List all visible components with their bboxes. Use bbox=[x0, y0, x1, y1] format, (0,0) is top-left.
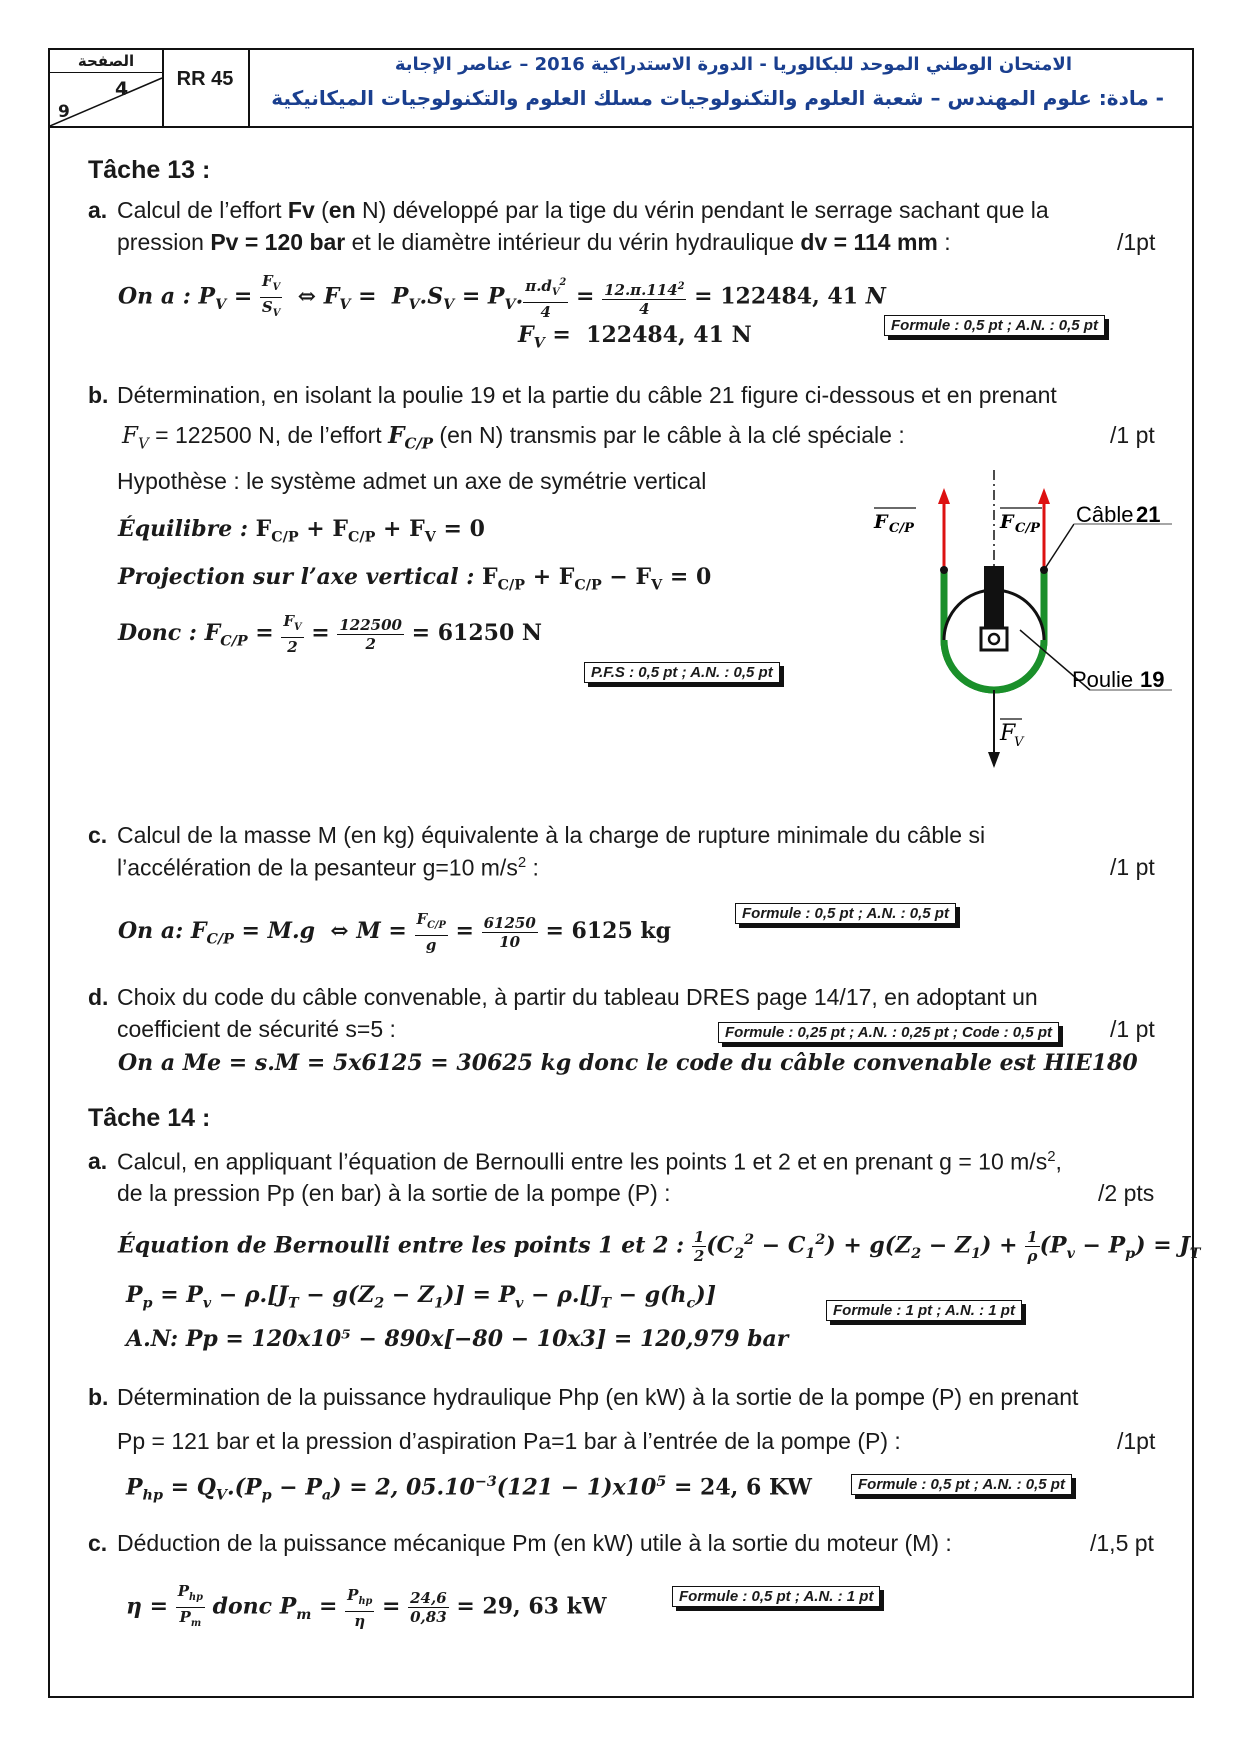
task14b-line2: Pp = 121 bar et la pression d’aspiration Pa=1 bar à l’entrée de la pompe (P) : bbox=[117, 1428, 901, 1454]
exam-code: RR 45 bbox=[176, 68, 234, 90]
arrow-left-head bbox=[938, 488, 950, 504]
fig-fcp-right-label: F bbox=[1000, 511, 1014, 533]
task14b-grading-box: Formule : 0,5 pt ; A.N. : 0,5 pt bbox=[851, 1474, 1072, 1495]
task13a-result: $F_V = 122484$, 41 N bbox=[518, 322, 752, 352]
task13c-line1: Calcul de la masse M (en kg) équivalente à la charge de rupture minimale du câble si bbox=[117, 822, 986, 848]
task14-title: Tâche 14 : bbox=[88, 1104, 211, 1132]
fig-poulie-label: Poulie bbox=[1072, 667, 1134, 692]
page-number-box bbox=[50, 50, 164, 126]
page-total: 9 bbox=[58, 102, 70, 122]
task13c-grading-box: Formule : 0,5 pt ; A.N. : 0,5 pt bbox=[735, 903, 956, 924]
fig-fcp-left-label: F bbox=[874, 511, 888, 533]
task13d-line2: coefficient de sécurité s=5 : bbox=[117, 1016, 396, 1042]
svg-text:C/P: C/P bbox=[889, 521, 914, 536]
task13d-grading-box: Formule : 0,25 pt ; A.N. : 0,25 pt ; Code : 0,5 pt bbox=[718, 1022, 1059, 1043]
fv-arrow-head bbox=[988, 752, 1000, 768]
task14c-grading-box: Formule : 0,5 pt ; A.N. : 1 pt bbox=[672, 1586, 880, 1607]
exam-title bbox=[250, 50, 1192, 126]
task14c-line1: Déduction de la puissance mécanique Pm (en kW) utile à la sortie du moteur (M) : bbox=[117, 1530, 952, 1556]
exam-code-box bbox=[162, 50, 250, 126]
task13d-line1: Choix du code du câble convenable, à partir du tableau DRES page 14/17, en adoptant un bbox=[117, 984, 1038, 1010]
task13b-equilibrium: Équilibre : $F_{C/P} + F_{C/P} + F_V = 0$ bbox=[118, 516, 485, 546]
task14b-points: /1pt bbox=[1117, 1428, 1156, 1454]
cable-joint-left bbox=[940, 566, 948, 574]
task14a-line2: de la pression Pp (en bar) à la sortie de la pompe (P) : bbox=[117, 1180, 671, 1206]
task13b-label: b. bbox=[88, 382, 109, 408]
task14c-formula: η = $\frac{P_{hp}}{P_m}$ donc $P_m$ = $\frac{P_{hp}}{\eta}$ = $\frac{24,6}{0,83}$ = 29, 63 kW bbox=[126, 1582, 607, 1630]
task14b-label: b. bbox=[88, 1384, 109, 1410]
task14c-points: /1,5 pt bbox=[1090, 1530, 1154, 1556]
task13a-formula: On a : $P_V$ = $\frac{F_V}{S_V}$ ⇔ $F_V = P_V.S_V = P_V$. $\frac{\pi.d_V^2}{4}$ = $\frac{12.\pi.114^2}{4}$ = 122484, 41 N bbox=[118, 272, 886, 321]
exam-title-line2: - مادة: علوم المهندس – شعبة العلوم والتكنولوجيات مسلك العلوم والتكنولوجيات الميكانيكية bbox=[271, 86, 1164, 110]
fig-fv-label: F bbox=[1000, 721, 1016, 746]
svg-text:C/P: C/P bbox=[1015, 521, 1040, 536]
task13b-grading-box: P.F.S : 0,5 pt ; A.N. : 0,5 pt bbox=[584, 662, 780, 683]
task14a-line1: Calcul, en appliquant l’équation de Bernoulli entre les points 1 et 2 et en prenant g = 10 $m/s^2$, bbox=[117, 1148, 1062, 1175]
fig-cable-num: 21 bbox=[1136, 502, 1161, 527]
page-label: الصفحة bbox=[50, 53, 162, 73]
task13a-line2: pression Pv = 120 bar et le diamètre intérieur du vérin hydraulique dv = 114 mm : bbox=[117, 229, 951, 255]
task14a-bernoulli: Équation de Bernoulli entre les points 1 et 2 : $\frac{1}{2}$ $(C_2^2 - C_1^2) + g(Z_2 - Z_1)$ + $\frac{1}{\rho}$ $(P_v - P_p) = J_T$ bbox=[118, 1228, 1201, 1265]
pulley-cable-figure bbox=[860, 460, 1180, 780]
task14b-line1: Détermination de la puissance hydraulique Php (en kW) à la sortie de la pompe (P) en prenant bbox=[117, 1384, 1079, 1410]
task13c-formula: On a: $F_{C/P} = M.g$ ⇔ M = $\frac{F_{C/P}}{g}$ = $\frac{61250}{10}$ = 6125 kg bbox=[118, 910, 672, 954]
axle-rod bbox=[984, 566, 1004, 628]
task14c-label: c. bbox=[88, 1530, 108, 1556]
arrow-right-head bbox=[1038, 488, 1050, 504]
task13-title: Tâche 13 : bbox=[88, 156, 211, 184]
task13c-points: /1 pt bbox=[1110, 854, 1155, 880]
exam-title-line1: الامتحان الوطني الموحد للبكالوريا - الدورة الاستدراكية 2016 – عناصر الإجابة bbox=[394, 54, 1072, 75]
task14a-formula: $P_p = P_v - \rho.[J_T - g(Z_2 - Z_1)] = P_v - \rho.[J_T - g(h_c)]$ bbox=[126, 1282, 717, 1312]
task13a-points: /1pt bbox=[1117, 229, 1156, 255]
svg-text:V: V bbox=[1014, 735, 1024, 750]
task13b-line1: Détermination, en isolant la poulie 19 et la partie du câble 21 figure ci-dessous et en prenant bbox=[117, 382, 1057, 408]
task13b-points: /1 pt bbox=[1110, 422, 1155, 448]
page-number: 4 bbox=[115, 78, 129, 100]
axle-pin bbox=[989, 634, 999, 644]
fig-cable-label: Câble bbox=[1076, 502, 1134, 527]
task13c-line2: l’accélération de la pesanteur g=10 $m/s^2$ : bbox=[117, 854, 539, 881]
task14a-label: a. bbox=[88, 1148, 108, 1174]
task13c-label: c. bbox=[88, 822, 108, 848]
task13d-points: /1 pt bbox=[1110, 1016, 1155, 1042]
fig-poulie-num: 19 bbox=[1140, 667, 1165, 692]
task13a-grading-box: Formule : 0,5 pt ; A.N. : 0,5 pt bbox=[884, 315, 1105, 336]
cable-leader bbox=[1044, 524, 1074, 570]
task13b-projection: Projection sur l’axe vertical : $F_{C/P} + F_{C/P} - F_V = 0$ bbox=[118, 564, 712, 594]
task14a-grading-box: Formule : 1 pt ; A.N. : 1 pt bbox=[826, 1300, 1022, 1321]
task13a-line1: Calcul de l’effort Fv (en N) développé par la tige du vérin pendant le serrage sachant que la bbox=[117, 197, 1049, 223]
task13b-line2: $F_V = 122500$ N, de l’effort $F_{C/P}$ (en N) transmis par le câble à la clé spéciale : bbox=[122, 422, 905, 453]
task14a-an: A.N: Pp = 120x10⁵ − 890x[−80 − 10x3] = 120,979 bar bbox=[126, 1326, 789, 1352]
task14a-points: /2 pts bbox=[1098, 1180, 1155, 1206]
task13d-label: d. bbox=[88, 984, 109, 1010]
task13b-result: Donc : $F_{C/P}$ = $\frac{F_V}{2}$ = $\frac{122500}{2}$ = 61250 N bbox=[118, 612, 543, 656]
task13a-label: a. bbox=[88, 197, 108, 223]
task13d-result: On a Me = s.M = 5x6125 = 30625 kg donc le code du câble convenable est HIE180 bbox=[118, 1050, 1138, 1076]
task13b-hypothesis: Hypothèse : le système admet un axe de symétrie vertical bbox=[117, 468, 707, 494]
exam-header bbox=[48, 48, 1194, 128]
task14b-formula: $P_{hp} = Q_V.(P_p - P_a) = 2$, $05.10^{-3}(121 - 1)x10^5 = 24$, 6 KW bbox=[126, 1474, 812, 1504]
